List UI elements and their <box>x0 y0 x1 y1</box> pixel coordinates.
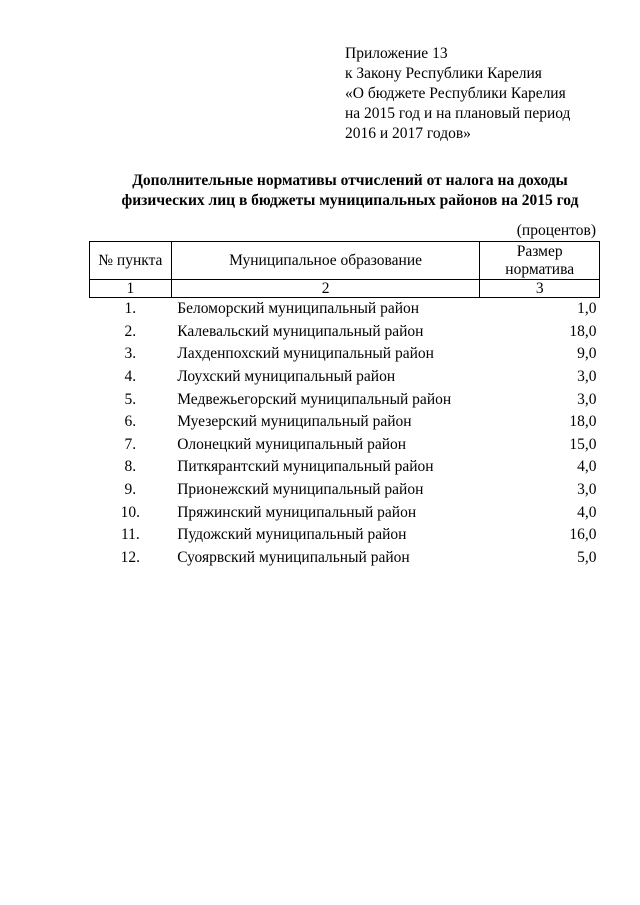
document-title-line: Дополнительные нормативы отчислений от налога на доходы <box>132 172 568 189</box>
municipality-name: Лахденпохский муниципальный район <box>177 345 434 363</box>
table-row <box>90 479 600 502</box>
document-title-line: физических лиц в бюджеты муниципальных районов на 2015 год <box>121 192 579 209</box>
row-number: 2. <box>124 322 137 340</box>
municipality-name: Беломорский муниципальный район <box>177 300 420 318</box>
appendix-line: к Закону Республики Карелия <box>345 65 542 82</box>
appendix-header <box>345 44 570 144</box>
header-municipality: Муниципальное образование <box>171 242 480 280</box>
norm-value: 18,0 <box>569 413 597 431</box>
norm-value: 9,0 <box>577 345 597 363</box>
municipality-name: Калевальский муниципальный район <box>177 322 424 340</box>
document-title <box>60 171 640 211</box>
municipality-name: Суоярвский муниципальный район <box>177 548 410 566</box>
row-number: 3. <box>124 345 137 363</box>
table-row <box>90 298 600 321</box>
norms-table <box>89 241 600 569</box>
column-number: 3 <box>480 280 600 298</box>
norm-value: 5,0 <box>577 548 597 566</box>
row-number: 1. <box>124 300 137 318</box>
municipality-name: Муезерский муниципальный район <box>177 413 412 431</box>
row-number: 6. <box>124 413 137 431</box>
norm-value: 3,0 <box>577 481 597 499</box>
norm-value: 3,0 <box>577 390 597 408</box>
row-number: 10. <box>120 503 141 521</box>
norm-value: 15,0 <box>569 435 597 453</box>
header-norm-size-line: норматива <box>505 260 575 278</box>
appendix-line: Приложение 13 <box>345 45 448 62</box>
table-header-row <box>90 242 600 280</box>
norm-value: 4,0 <box>577 458 597 476</box>
row-number: 7. <box>124 435 137 453</box>
column-number: 1 <box>90 280 172 298</box>
table-row <box>90 547 600 570</box>
table-row <box>90 411 600 434</box>
column-numbers-row <box>90 280 600 298</box>
row-number: 4. <box>124 368 137 386</box>
table-row <box>90 388 600 411</box>
appendix-line: 2016 и 2017 годов» <box>345 125 471 142</box>
norm-value: 4,0 <box>577 503 597 521</box>
header-norm-size <box>480 242 600 280</box>
municipality-name: Медвежьегорский муниципальный район <box>177 390 452 408</box>
appendix-line: «О бюджете Республики Карелия <box>345 85 566 102</box>
municipality-name: Пудожский муниципальный район <box>177 526 407 544</box>
municipality-name: Олонецкий муниципальный район <box>177 435 407 453</box>
table-row <box>90 366 600 389</box>
norm-value: 3,0 <box>577 368 597 386</box>
row-number: 8. <box>124 458 137 476</box>
table-row <box>90 321 600 344</box>
table-row <box>90 501 600 524</box>
units-label: (процентов) <box>516 222 596 239</box>
table-row <box>90 524 600 547</box>
row-number: 5. <box>124 390 137 408</box>
norm-value: 18,0 <box>569 322 597 340</box>
municipality-name: Питкярантский муниципальный район <box>177 458 434 476</box>
row-number: 12. <box>120 548 141 566</box>
table-row <box>90 343 600 366</box>
municipality-name: Прионежский муниципальный район <box>177 481 424 499</box>
norm-value: 16,0 <box>569 526 597 544</box>
table-row <box>90 456 600 479</box>
table-row <box>90 434 600 457</box>
header-norm-size-line: Размер <box>516 242 563 260</box>
column-number: 2 <box>171 280 480 298</box>
municipality-name: Пряжинский муниципальный район <box>177 503 417 521</box>
norm-value: 1,0 <box>577 300 597 318</box>
municipality-name: Лоухский муниципальный район <box>177 368 396 386</box>
appendix-line: на 2015 год и на плановый период <box>345 105 571 122</box>
row-number: 9. <box>124 481 137 499</box>
header-item-number: № пункта <box>90 242 172 280</box>
row-number: 11. <box>120 526 140 544</box>
